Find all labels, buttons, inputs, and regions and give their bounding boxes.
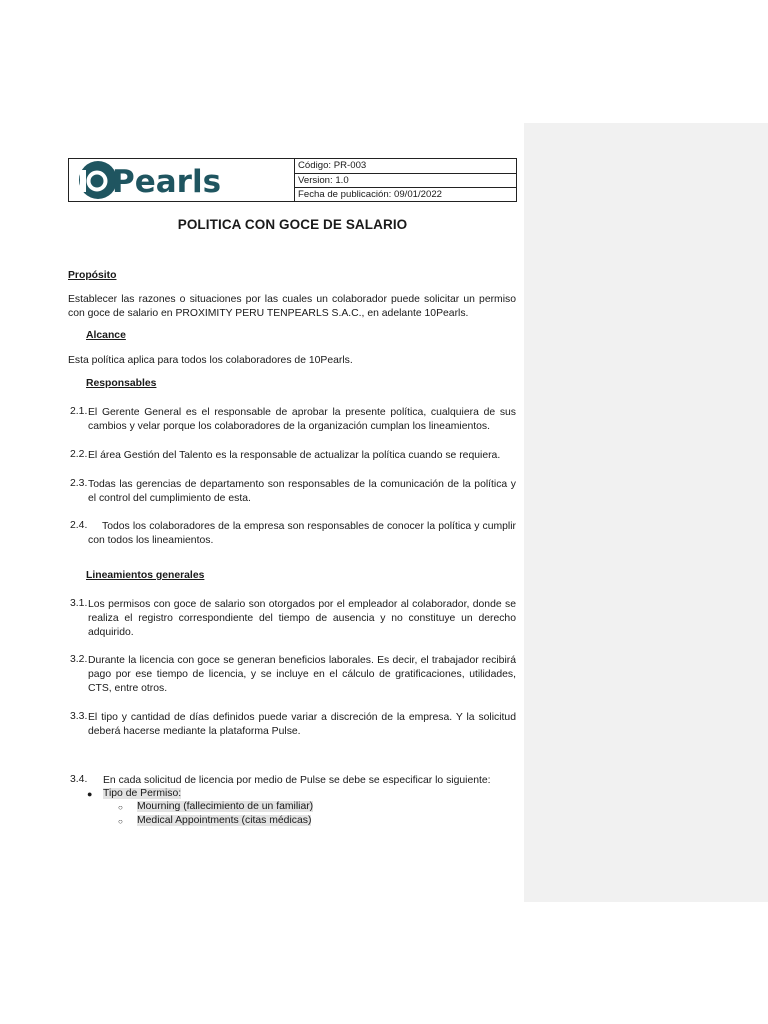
scope-heading: Alcance [86, 330, 126, 341]
document-code: Código: PR-003 [295, 159, 516, 174]
list-item: Todos los colaboradores de la empresa son responsables de conocer la política y cumplir con todos los lineamientos. [88, 521, 516, 546]
permission-type-label: Tipo de Permiso: [103, 788, 182, 799]
item-number: 3.2. [70, 654, 88, 665]
scope-text: Esta política aplica para todos los colaboradores de 10Pearls. [68, 355, 353, 366]
list-item: Durante la licencia con goce se generan beneficios laborales. Es decir, el trabajador recibirá pago por ese tiempo de licencia, y se incluye en el cálculo de gratificaciones, utilidades, CTS, entre otros. [88, 655, 516, 694]
document-version: Version: 1.0 [295, 174, 516, 189]
item-number: 2.1. [70, 406, 88, 417]
document-info [295, 159, 516, 201]
logo-cell [69, 159, 295, 201]
list-item: Todas las gerencias de departamento son responsables de la comunicación de la política y el control del cumplimiento de esta. [88, 479, 516, 504]
sub-list-item: Mourning (fallecimiento de un familiar) [137, 801, 314, 812]
item-number: 3.4. [70, 774, 88, 785]
guidelines-heading: Lineamientos generales [86, 570, 205, 581]
document-title: POLITICA CON GOCE DE SALARIO [177, 217, 408, 232]
sub-list-item: Medical Appointments (citas médicas) [137, 815, 312, 826]
list-item: Los permisos con goce de salario son otorgados por el empleador al colaborador, donde se realiza el registro correspondiente del tiempo de ausencia y no constituye un derecho adquirido. [88, 599, 516, 638]
document-header-table [68, 158, 517, 202]
purpose-text: Establecer las razones o situaciones por las cuales un colaborador puede solicitar un permiso con goce de salario en PROXIMITY PERU TENPEARLS S.A.C., en adelante 10Pearls. [68, 294, 516, 319]
responsibles-heading: Responsables [86, 378, 157, 389]
item-number: 2.2. [70, 449, 88, 460]
list-item: El área Gestión del Talento es la responsable de actualizar la política cuando se requiera. [88, 450, 501, 461]
item-number: 2.3. [70, 478, 88, 489]
circle-bullet-icon: ○ [118, 803, 123, 812]
item-number: 3.1. [70, 598, 88, 609]
comment-pane [524, 123, 768, 902]
purpose-heading: Propósito [68, 270, 117, 281]
bullet-icon: ● [87, 789, 93, 799]
10pearls-logo [74, 159, 224, 203]
item-number: 2.4. [70, 520, 88, 531]
list-item: En cada solicitud de licencia por medio de Pulse se debe se especificar lo siguiente: [103, 775, 491, 786]
list-item: El Gerente General es el responsable de aprobar la presente política, cualquiera de sus cambios y velar porque los colaboradores de la organización cumplan los lineamientos. [88, 407, 516, 432]
item-number: 3.3. [70, 711, 88, 722]
circle-bullet-icon: ○ [118, 817, 123, 826]
publication-date: Fecha de publicación: 09/01/2022 [298, 189, 443, 200]
list-item: El tipo y cantidad de días definidos puede variar a discreción de la empresa. Y la solicitud deberá hacerse mediante la plataforma Pulse. [88, 712, 516, 737]
svg-text:Pearls: Pearls [112, 164, 222, 200]
